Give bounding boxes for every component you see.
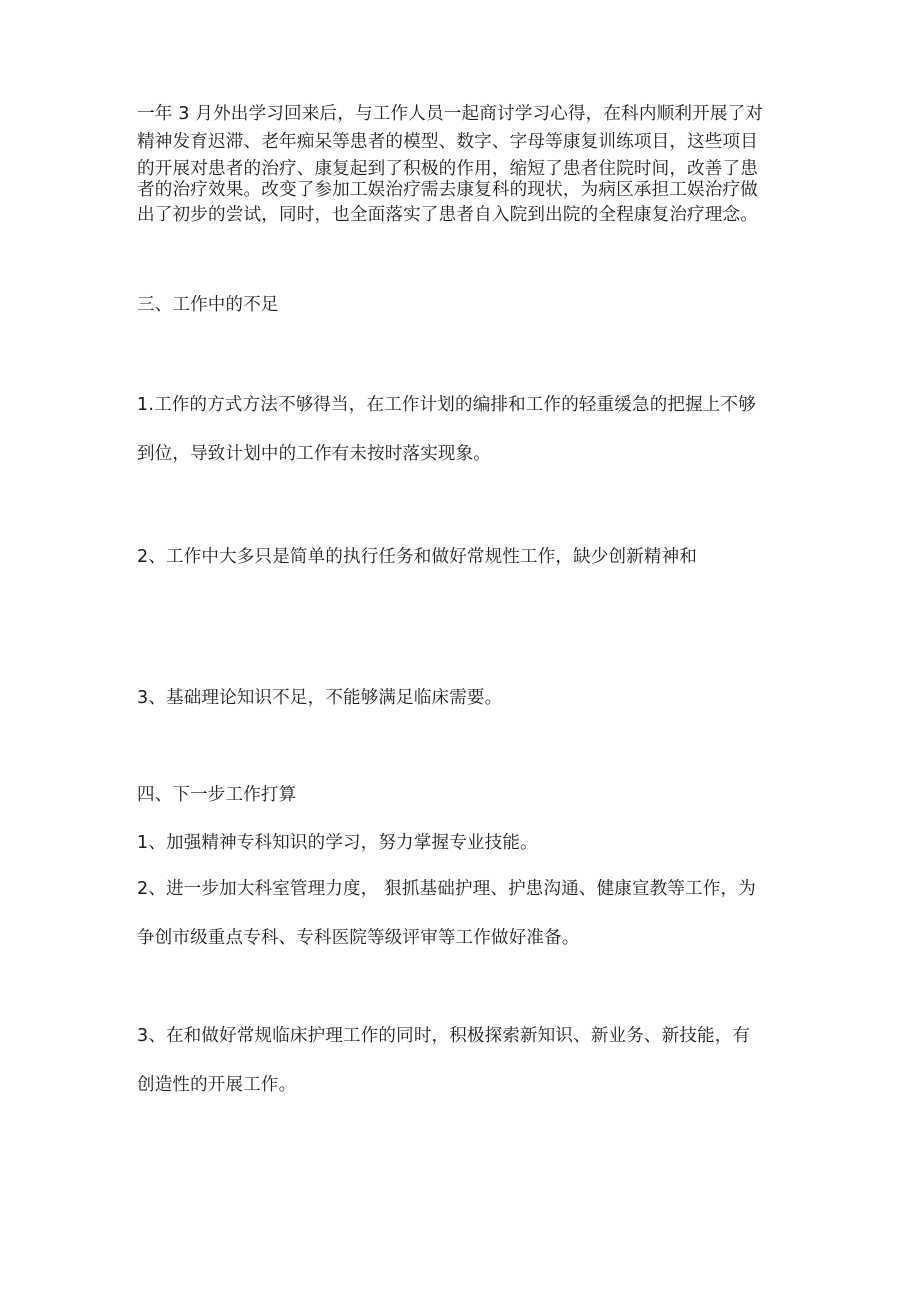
section-4-item-3-line-2: 创造性的开展工作。 xyxy=(137,1075,297,1095)
section-3-heading: 三、工作中的不足 xyxy=(137,295,279,315)
section-3-item-2-line-1: 2、工作中大多只是简单的执行任务和做好常规性工作，缺少创新精神和 xyxy=(137,547,698,567)
section-4-item-2-line-1: 2、进一步加大科室管理力度， 狠抓基础护理、护患沟通、健康宣教等工作，为 xyxy=(137,879,756,899)
intro-line-5: 出了初步的尝试，同时，也全面落实了患者自入院到出院的全程康复治疗理念。 xyxy=(137,205,759,225)
section-4-item-3-line-1: 3、在和做好常规临床护理工作的同时，积极探索新知识、新业务、新技能，有 xyxy=(137,1026,751,1046)
intro-line-1: 一年 3 月外出学习回来后，与工作人员一起商讨学习心得，在科内顺利开展了对 xyxy=(137,104,764,124)
intro-line-4: 者的治疗效果。改变了参加工娱治疗需去康复科的现状，为病区承担工娱治疗做 xyxy=(137,180,759,200)
intro-line-2: 精神发育迟滞、老年痴呆等患者的模型、数字、字母等康复训练项目，这些项目 xyxy=(137,132,759,152)
section-3-item-3-line-1: 3、基础理论知识不足，不能够满足临床需要。 xyxy=(137,688,503,708)
section-4-item-1-line-1: 1、加强精神专科知识的学习，努力掌握专业技能。 xyxy=(137,833,538,853)
section-3-item-1-line-2: 到位，导致计划中的工作有未按时落实现象。 xyxy=(137,444,491,464)
intro-line-3: 的开展对患者的治疗、康复起到了积极的作用，缩短了患者住院时间，改善了患 xyxy=(137,159,759,179)
section-4-item-2-line-2: 争创市级重点专科、专科医院等级评审等工作做好准备。 xyxy=(137,928,580,948)
section-3-item-1-line-1: 1.工作的方式方法不够得当，在工作计划的编排和工作的轻重缓急的把握上不够 xyxy=(137,395,756,415)
section-4-heading: 四、下一步工作打算 xyxy=(137,785,297,805)
